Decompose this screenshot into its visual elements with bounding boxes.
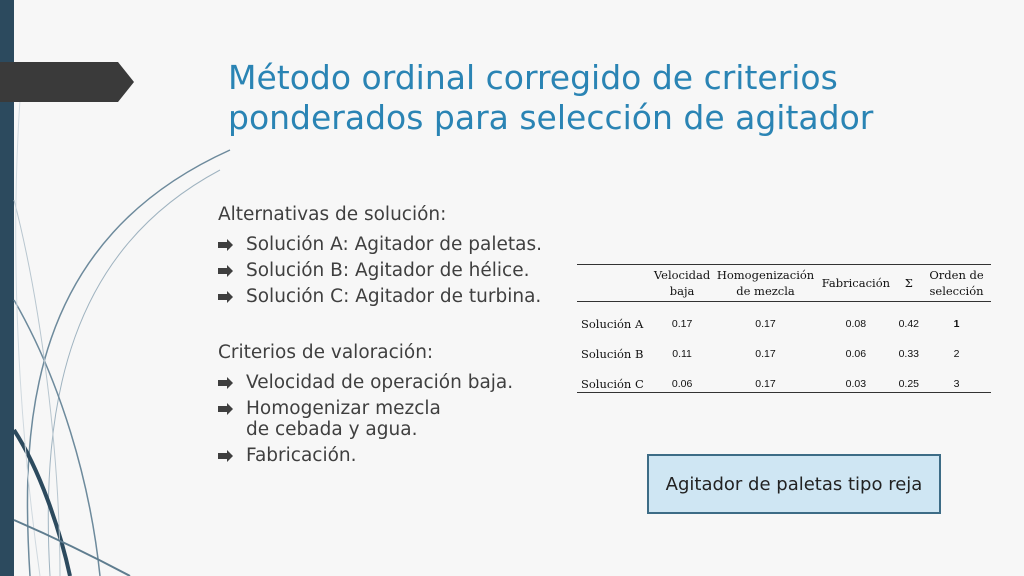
column-header: Homogenización de mezcla bbox=[715, 265, 816, 302]
table-row bbox=[577, 332, 991, 362]
list-item bbox=[218, 445, 578, 466]
arrow-bullet-icon bbox=[218, 286, 246, 307]
arrow-bullet-icon bbox=[218, 445, 246, 466]
column-header: Fabricación bbox=[816, 265, 895, 302]
result-box: Agitador de paletas tipo reja bbox=[647, 454, 941, 514]
arrow-bullet-icon bbox=[218, 398, 246, 419]
criterion-label: Fabricación. bbox=[246, 445, 357, 466]
list-item bbox=[218, 398, 578, 440]
table-row bbox=[577, 362, 991, 393]
column-header: Orden de selección bbox=[922, 265, 991, 302]
arrow-bullet-icon bbox=[218, 260, 246, 281]
cell-homogenizacion: 0.17 bbox=[755, 348, 776, 360]
cell-sum: 0.25 bbox=[896, 362, 923, 393]
cell-velocidad: 0.06 bbox=[649, 362, 714, 393]
slide-title: Método ordinal corregido de criterios ponderados para selección de agitador bbox=[228, 58, 874, 137]
list-item bbox=[218, 372, 578, 393]
arrow-bullet-icon bbox=[218, 234, 246, 255]
list-item bbox=[218, 234, 578, 255]
alternatives-list bbox=[218, 234, 578, 307]
alternatives-heading: Alternativas de solución: bbox=[218, 204, 447, 225]
cell-orden: 3 bbox=[922, 362, 991, 393]
cell-fabricacion: 0.06 bbox=[845, 348, 867, 360]
list-item bbox=[218, 260, 578, 281]
cell-fabricacion: 0.08 bbox=[845, 318, 867, 330]
alternative-label: Solución C: Agitador de turbina. bbox=[246, 286, 542, 307]
column-header: Velocidad baja bbox=[649, 265, 714, 302]
cell-homogenizacion: 0.17 bbox=[715, 362, 816, 393]
list-item bbox=[218, 286, 578, 307]
table-row bbox=[577, 302, 991, 333]
table-header-row bbox=[577, 265, 991, 302]
cell-fabricacion: 0.03 bbox=[816, 362, 895, 393]
cell-sum: 0.42 bbox=[898, 318, 919, 330]
cell-sum: 0.33 bbox=[898, 348, 919, 360]
content-text bbox=[218, 200, 578, 471]
row-label: Solución B bbox=[581, 347, 644, 361]
criterion-label: Velocidad de operación baja. bbox=[246, 372, 514, 393]
cell-velocidad: 0.11 bbox=[672, 348, 692, 360]
title-arrow-shape bbox=[0, 62, 134, 102]
arrow-bullet-icon bbox=[218, 372, 246, 393]
criteria-heading: Criterios de valoración: bbox=[218, 342, 434, 363]
criterion-label: Homogenizar mezcla de cebada y agua. bbox=[246, 398, 441, 440]
column-header bbox=[577, 265, 649, 302]
cell-orden: 1 bbox=[953, 318, 960, 330]
criteria-list bbox=[218, 372, 578, 466]
alternative-label: Solución B: Agitador de hélice. bbox=[246, 260, 530, 281]
column-header: Σ bbox=[896, 265, 923, 302]
cell-homogenizacion: 0.17 bbox=[755, 318, 776, 330]
row-label: Solución C bbox=[577, 362, 649, 393]
cell-orden: 2 bbox=[953, 348, 960, 360]
row-label: Solución A bbox=[581, 317, 644, 331]
alternative-label: Solución A: Agitador de paletas. bbox=[246, 234, 542, 255]
decision-table bbox=[577, 264, 991, 393]
cell-velocidad: 0.17 bbox=[671, 318, 693, 330]
